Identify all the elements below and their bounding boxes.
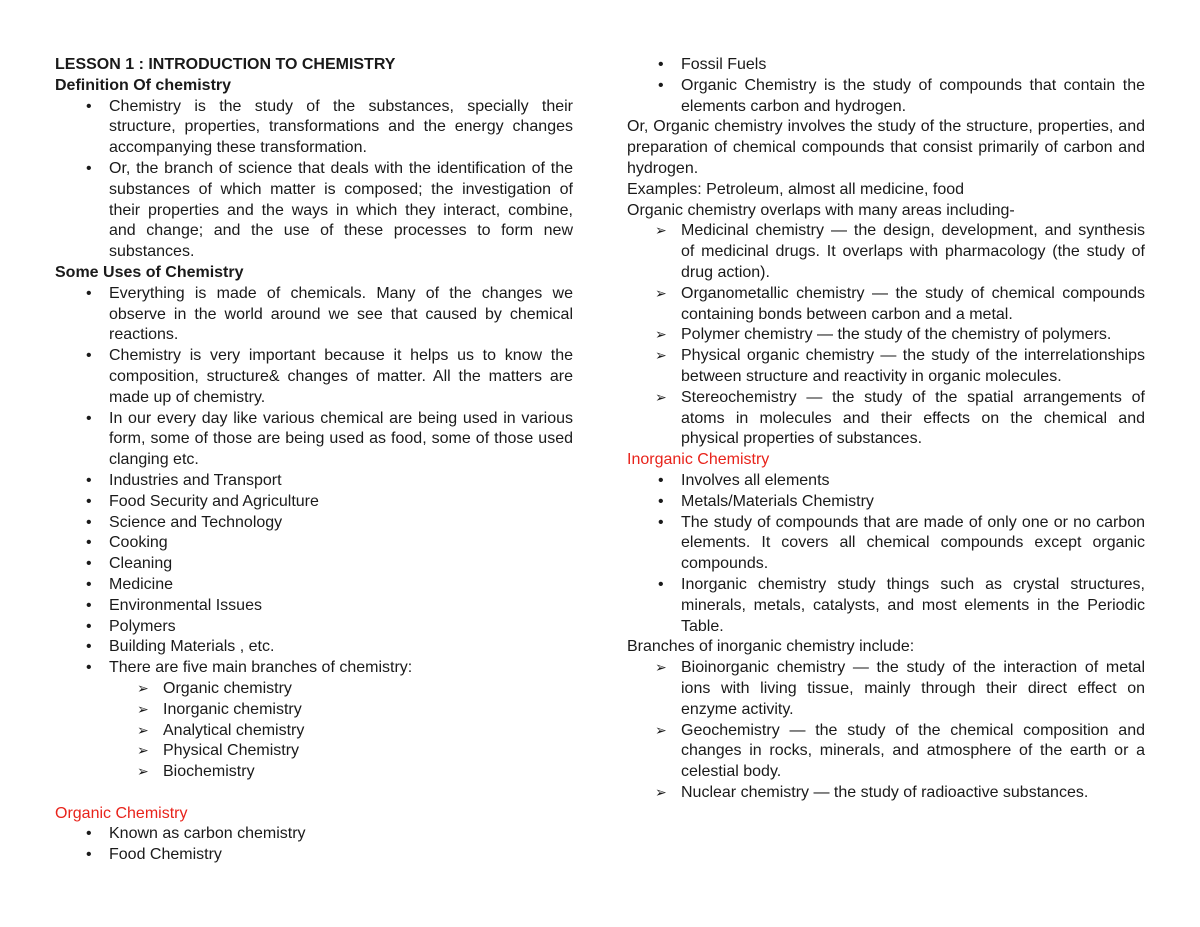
organic-paragraph: Or, Organic chemistry involves the study of the structure, properties, and preparation of chemical compounds that consist primarily of carbon and hydrogen. — [627, 118, 1145, 177]
list-item: • Inorganic chemistry study things such as crystal structures, minerals, metals, catalysts, and most elements in the Periodic Table. — [627, 575, 1145, 637]
list-item: • There are five main branches of chemistry: — [55, 658, 573, 679]
list-item: ➢ Nuclear chemistry — the study of radioactive substances. — [627, 783, 1145, 804]
left-column — [55, 55, 573, 866]
list-item: • Known as carbon chemistry — [55, 824, 573, 845]
organic-list-continued — [627, 55, 1145, 117]
list-item: • The study of compounds that are made of only one or no carbon elements. It covers all chemical compounds except organic compounds. — [627, 513, 1145, 575]
definition-heading: Definition Of chemistry — [55, 76, 232, 94]
list-item: • Industries and Transport — [55, 471, 573, 492]
list-item: • Food Security and Agriculture — [55, 492, 573, 513]
list-item: • Organic Chemistry is the study of compounds that contain the elements carbon and hydrogen. — [627, 76, 1145, 118]
right-column — [627, 55, 1145, 804]
list-item: ➢ Stereochemistry — the study of the spatial arrangements of atoms in molecules and their effects on the chemical and physical properties of substances. — [627, 388, 1145, 450]
uses-heading: Some Uses of Chemistry — [55, 263, 244, 281]
list-item: ➢ Medicinal chemistry — the design, development, and synthesis of medicinal drugs. It overlaps with pharmacology (the study of drug action). — [627, 221, 1145, 283]
uses-list — [55, 284, 573, 679]
list-item: • Food Chemistry — [55, 845, 573, 866]
inorganic-branches-list — [627, 658, 1145, 804]
list-item: ➢ Polymer chemistry — the study of the chemistry of polymers. — [627, 325, 1145, 346]
list-item: • Cleaning — [55, 554, 573, 575]
inorganic-list — [627, 471, 1145, 637]
list-item: • Building Materials , etc. — [55, 637, 573, 658]
list-item: • Or, the branch of science that deals with the identification of the substances of which matter is composed; the investigation of their properties and the ways in which they interact, combine, and change; and the use of these processes to form new substances. — [55, 159, 573, 263]
list-item: ➢ Physical organic chemistry — the study of the interrelationships between structure and reactivity in organic molecules. — [627, 346, 1145, 388]
overlaps-line: Organic chemistry overlaps with many areas including- — [627, 201, 1015, 219]
list-item: ➢ Geochemistry — the study of the chemical composition and changes in rocks, minerals, and atmosphere of the earth or a celestial body. — [627, 721, 1145, 783]
inorganic-branches-line: Branches of inorganic chemistry include: — [627, 638, 915, 656]
list-item: • Polymers — [55, 617, 573, 638]
definition-list — [55, 97, 573, 263]
list-item: • Fossil Fuels — [627, 55, 1145, 76]
list-item: • In our every day like various chemical are being used in various form, some of those are being used as food, some of those used clanging etc. — [55, 409, 573, 471]
organic-list — [55, 824, 573, 866]
list-item: ➢ Bioinorganic chemistry — the study of the interaction of metal ions with living tissue, mainly through their direct effect on enzyme activity. — [627, 658, 1145, 720]
organic-heading: Organic Chemistry — [55, 804, 188, 822]
list-item: • Cooking — [55, 533, 573, 554]
list-item: • Chemistry is very important because it helps us to know the composition, structure& changes of matter. All the matters are made up of chemistry. — [55, 346, 573, 408]
list-item: • Medicine — [55, 575, 573, 596]
organic-areas-list — [627, 221, 1145, 450]
list-item: • Involves all elements — [627, 471, 1145, 492]
branches-list — [55, 679, 573, 783]
list-item: • Science and Technology — [55, 513, 573, 534]
list-item: ➢ Inorganic chemistry — [55, 700, 573, 721]
list-item: • Metals/Materials Chemistry — [627, 492, 1145, 513]
examples-line: Examples: Petroleum, almost all medicine, food — [627, 180, 965, 198]
list-item: ➢ Organic chemistry — [55, 679, 573, 700]
list-item: ➢ Analytical chemistry — [55, 721, 573, 742]
spacer — [55, 783, 573, 804]
list-item: ➢ Biochemistry — [55, 762, 573, 783]
lesson-title: LESSON 1 : INTRODUCTION TO CHEMISTRY — [55, 56, 396, 73]
list-item: • Chemistry is the study of the substances, specially their structure, properties, transformations and the energy changes accompanying these transformation. — [55, 97, 573, 159]
list-item: • Everything is made of chemicals. Many of the changes we observe in the world around we see that caused by chemical reactions. — [55, 284, 573, 346]
list-item: ➢ Physical Chemistry — [55, 741, 573, 762]
inorganic-heading: Inorganic Chemistry — [627, 451, 770, 469]
list-item: • Environmental Issues — [55, 596, 573, 617]
list-item: ➢ Organometallic chemistry — the study of chemical compounds containing bonds between carbon and a metal. — [627, 284, 1145, 326]
